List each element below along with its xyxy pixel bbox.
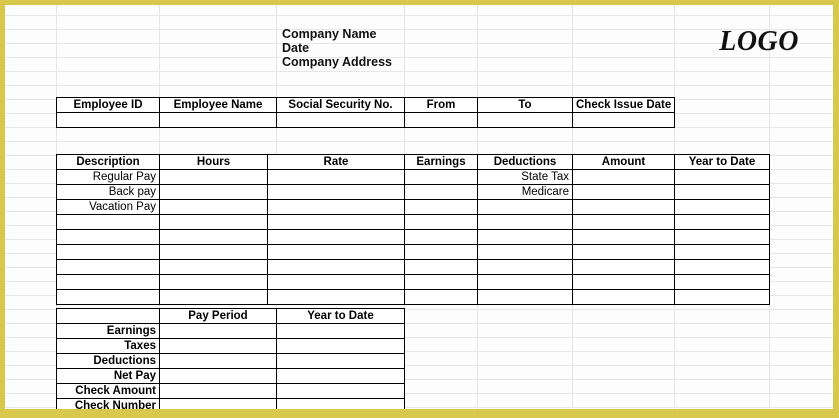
- cell-deductions[interactable]: [478, 230, 573, 245]
- cell-amount[interactable]: [573, 290, 675, 305]
- table-row: [57, 230, 770, 245]
- cell-deductions[interactable]: [478, 290, 573, 305]
- cell-description[interactable]: Regular Pay: [57, 170, 160, 185]
- cell-year-to-date[interactable]: [675, 170, 770, 185]
- cell-description[interactable]: [57, 290, 160, 305]
- company-name-text: Company Name: [282, 27, 377, 41]
- cell-year-to-date[interactable]: [277, 354, 405, 369]
- cell-amount[interactable]: [573, 200, 675, 215]
- cell-hours[interactable]: [160, 245, 268, 260]
- cell-to[interactable]: [478, 113, 573, 128]
- column-header-employee-id: Employee ID: [57, 98, 160, 113]
- cell-earnings[interactable]: [405, 200, 478, 215]
- cell-year-to-date[interactable]: [675, 215, 770, 230]
- table-row: [57, 384, 405, 399]
- cell-description[interactable]: [57, 260, 160, 275]
- cell-year-to-date[interactable]: [277, 369, 405, 384]
- table-row: [57, 369, 405, 384]
- cell-rate[interactable]: [268, 275, 405, 290]
- cell-year-to-date[interactable]: [675, 200, 770, 215]
- cell-rate[interactable]: [268, 260, 405, 275]
- employee-info-table: [56, 97, 675, 128]
- column-header-blank: [57, 309, 160, 324]
- row-label-deductions: Deductions: [57, 354, 160, 369]
- cell-hours[interactable]: [160, 275, 268, 290]
- cell-employee-name[interactable]: [160, 113, 277, 128]
- column-header-rate: Rate: [268, 155, 405, 170]
- cell-rate[interactable]: [268, 170, 405, 185]
- cell-earnings[interactable]: [405, 245, 478, 260]
- table-row: [57, 324, 405, 339]
- cell-description[interactable]: [57, 275, 160, 290]
- cell-earnings[interactable]: [405, 230, 478, 245]
- cell-amount[interactable]: [573, 275, 675, 290]
- cell-hours[interactable]: [160, 215, 268, 230]
- table-row: [57, 113, 675, 128]
- row-label-check-amount: Check Amount: [57, 384, 160, 399]
- cell-hours[interactable]: [160, 200, 268, 215]
- cell-deductions[interactable]: [478, 215, 573, 230]
- cell-year-to-date[interactable]: [277, 384, 405, 399]
- table-row: [57, 275, 770, 290]
- cell-hours[interactable]: [160, 260, 268, 275]
- column-header-amount: Amount: [573, 155, 675, 170]
- column-header-employee-name: Employee Name: [160, 98, 277, 113]
- cell-deductions[interactable]: State Tax: [478, 170, 573, 185]
- cell-earnings[interactable]: [405, 215, 478, 230]
- cell-description[interactable]: Vacation Pay: [57, 200, 160, 215]
- cell-rate[interactable]: [268, 290, 405, 305]
- table-row: [57, 399, 405, 414]
- cell-year-to-date[interactable]: [675, 185, 770, 200]
- cell-ssn[interactable]: [277, 113, 405, 128]
- column-header-earnings: Earnings: [405, 155, 478, 170]
- cell-year-to-date[interactable]: [675, 245, 770, 260]
- cell-year-to-date[interactable]: [277, 339, 405, 354]
- table-row: [57, 339, 405, 354]
- column-header-year-to-date: Year to Date: [675, 155, 770, 170]
- company-logo: LOGO: [719, 26, 799, 57]
- table-row: [57, 260, 770, 275]
- cell-earnings[interactable]: [405, 260, 478, 275]
- cell-amount[interactable]: [573, 185, 675, 200]
- cell-pay-period[interactable]: [160, 354, 277, 369]
- column-header-to: To: [478, 98, 573, 113]
- company-header-block: [282, 27, 392, 70]
- cell-hours[interactable]: [160, 185, 268, 200]
- table-header-row: [57, 98, 675, 113]
- cell-rate[interactable]: [268, 200, 405, 215]
- cell-year-to-date[interactable]: [675, 275, 770, 290]
- column-header-ssn: Social Security No.: [277, 98, 405, 113]
- row-label-earnings: Earnings: [57, 324, 160, 339]
- cell-earnings[interactable]: [405, 290, 478, 305]
- cell-description[interactable]: [57, 245, 160, 260]
- table-row: [57, 170, 770, 185]
- date-text: Date: [282, 41, 310, 56]
- company-address-text: Company Address: [282, 55, 392, 70]
- column-header-from: From: [405, 98, 478, 113]
- column-header-pay-period: Pay Period: [160, 309, 277, 324]
- table-header-row: [57, 155, 770, 170]
- cell-deductions[interactable]: Medicare: [478, 185, 573, 200]
- cell-description[interactable]: Back pay: [57, 185, 160, 200]
- column-header-check-issue-date: Check Issue Date: [573, 98, 675, 113]
- column-header-description: Description: [57, 155, 160, 170]
- table-row: [57, 354, 405, 369]
- cell-amount[interactable]: [573, 215, 675, 230]
- cell-rate[interactable]: [268, 245, 405, 260]
- table-header-row: [57, 309, 405, 324]
- cell-year-to-date[interactable]: [277, 399, 405, 414]
- cell-deductions[interactable]: [478, 245, 573, 260]
- cell-year-to-date[interactable]: [277, 324, 405, 339]
- cell-employee-id[interactable]: [57, 113, 160, 128]
- table-row: [57, 290, 770, 305]
- cell-pay-period[interactable]: [160, 384, 277, 399]
- cell-earnings[interactable]: [405, 185, 478, 200]
- row-label-check-number: Check Number: [57, 399, 160, 414]
- pay-summary-table: [56, 308, 405, 414]
- column-header-year-to-date: Year to Date: [277, 309, 405, 324]
- cell-from[interactable]: [405, 113, 478, 128]
- cell-description[interactable]: [57, 215, 160, 230]
- cell-amount[interactable]: [573, 170, 675, 185]
- cell-pay-period[interactable]: [160, 369, 277, 384]
- cell-deductions[interactable]: [478, 200, 573, 215]
- cell-earnings[interactable]: [405, 170, 478, 185]
- cell-year-to-date[interactable]: [675, 230, 770, 245]
- earnings-deductions-table: [56, 154, 770, 305]
- cell-rate[interactable]: [268, 185, 405, 200]
- cell-year-to-date[interactable]: [675, 260, 770, 275]
- cell-amount[interactable]: [573, 230, 675, 245]
- cell-description[interactable]: [57, 230, 160, 245]
- table-row: [57, 185, 770, 200]
- cell-amount[interactable]: [573, 260, 675, 275]
- cell-hours[interactable]: [160, 290, 268, 305]
- row-label-taxes: Taxes: [57, 339, 160, 354]
- cell-hours[interactable]: [160, 230, 268, 245]
- cell-deductions[interactable]: [478, 275, 573, 290]
- cell-pay-period[interactable]: [160, 399, 277, 414]
- cell-year-to-date[interactable]: [675, 290, 770, 305]
- table-row: [57, 200, 770, 215]
- cell-hours[interactable]: [160, 170, 268, 185]
- cell-amount[interactable]: [573, 245, 675, 260]
- cell-pay-period[interactable]: [160, 339, 277, 354]
- cell-check-issue-date[interactable]: [573, 113, 675, 128]
- cell-pay-period[interactable]: [160, 324, 277, 339]
- table-row: [57, 245, 770, 260]
- cell-deductions[interactable]: [478, 260, 573, 275]
- table-row: [57, 215, 770, 230]
- cell-rate[interactable]: [268, 215, 405, 230]
- row-label-net-pay: Net Pay: [57, 369, 160, 384]
- cell-earnings[interactable]: [405, 275, 478, 290]
- column-header-deductions: Deductions: [478, 155, 573, 170]
- cell-rate[interactable]: [268, 230, 405, 245]
- column-header-hours: Hours: [160, 155, 268, 170]
